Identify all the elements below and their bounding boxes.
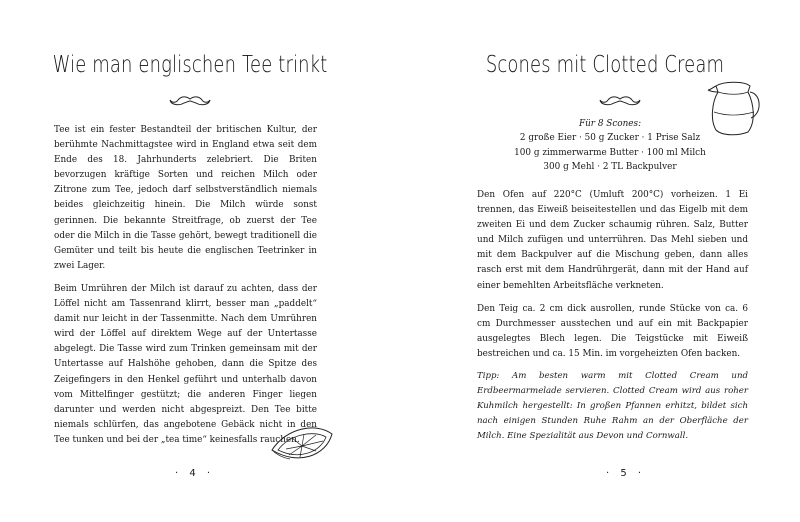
ingredients-block — [477, 117, 743, 175]
page-number: · 4 · — [175, 468, 215, 479]
paragraph: Tee ist ein fester Bestandteil der britischen Kultur, der berühmte Nachmittagstee wird in England etwa seit dem Ende des 18. Jahrhunderts zelebriert. Die Briten bevorzugen kräftige Sorten und reichen Milch oder Zitrone zum Tee, jedoch darf selbstverständlich niemals beides gleichzeitig hinein. Die Milch würde sonst gerinnen. Die bekannte Streitfrage, ob zuerst der Tee oder die Milch in die Tasse gehört, bewegt traditionell die Gemüter und teilt bis heute die englischen Teetrinker in zwei Lager. — [54, 125, 317, 271]
mustache-icon — [169, 95, 211, 107]
ingredient-line: 2 große Eier · 50 g Zucker · 1 Prise Salz — [519, 133, 701, 144]
recipe-label: Für 8 Scones: — [578, 119, 642, 129]
mustache-icon — [599, 95, 641, 107]
lemon-slice-icon — [268, 420, 338, 468]
page-number: · 5 · — [606, 468, 646, 479]
paragraph: Den Ofen auf 220°C (Umluft 200°C) vorheizen. 1 Ei trennen, das Eiweiß beiseitestellen und das Eigelb mit dem zweiten Ei und dem Zucker schaumig rühren. Salz, Butter und Milch zufügen und unterrühren. Das Mehl sieben und mit dem Backpulver auf die Mischung geben, dann alles rasch erst mit dem Handrührgerät, dann mit der Hand auf einer bemehlten Arbeitsfläche verkneten. — [477, 190, 748, 291]
right-page — [400, 0, 800, 522]
paragraph: Den Teig ca. 2 cm dick ausrollen, runde Stücke von ca. 6 cm Durchmesser ausstechen und auf ein mit Backpapier ausgelegtes Blech legen. Die Teigstücke mit Eiweiß bestreichen und ca. 15 Min. im vorgeheizten Ofen backen. — [477, 303, 748, 359]
recipe-steps — [477, 188, 748, 370]
page-title: Wie man englischen Tee trinkt — [52, 52, 328, 78]
ingredient-line: 100 g zimmerwarme Butter · 100 ml Milch — [514, 147, 706, 158]
tip-text: Tipp: Am besten warm mit Clotted Cream und Erdbeermarmelade servieren. Clotted Cream wird aus roher Kuhmilch hergestellt: In großen Pfannen erhitzt, bildet sich nach einigen Stunden Ruhe Rahm an der Oberfläche der Milch. Eine Spezialität aus Devon und Cornwall. — [477, 371, 748, 442]
ingredient-line: 300 g Mehl · 2 TL Backpulver — [543, 162, 677, 173]
article-text — [54, 123, 317, 456]
page-title: Scones mit Clotted Cream — [485, 52, 725, 78]
paragraph: Beim Umrühren der Milch ist darauf zu achten, dass der Löffel nicht am Tassenrand klirrt, besser man „paddelt“ damit nur leicht in der Tassenmitte. Nach dem Umrühren wird der Löffel auf direktem Wege auf der Untertasse abgelegt. Die Tasse wird zum Trinken gemeinsam mit der Untertasse auf Halshöhe gehoben, dann die Spitze des Zeigefingers in den Henkel geführt und unterhalb davon vom Mittelfinger gestützt; die anderen Finger liegen darunter und werden nicht abgespreizt. Den Tee bitte niemals schlürfen, das angebotene Gebäck nicht in den Tee tunken und bei der „tea time“ keinesfalls rauchen. — [54, 283, 317, 445]
